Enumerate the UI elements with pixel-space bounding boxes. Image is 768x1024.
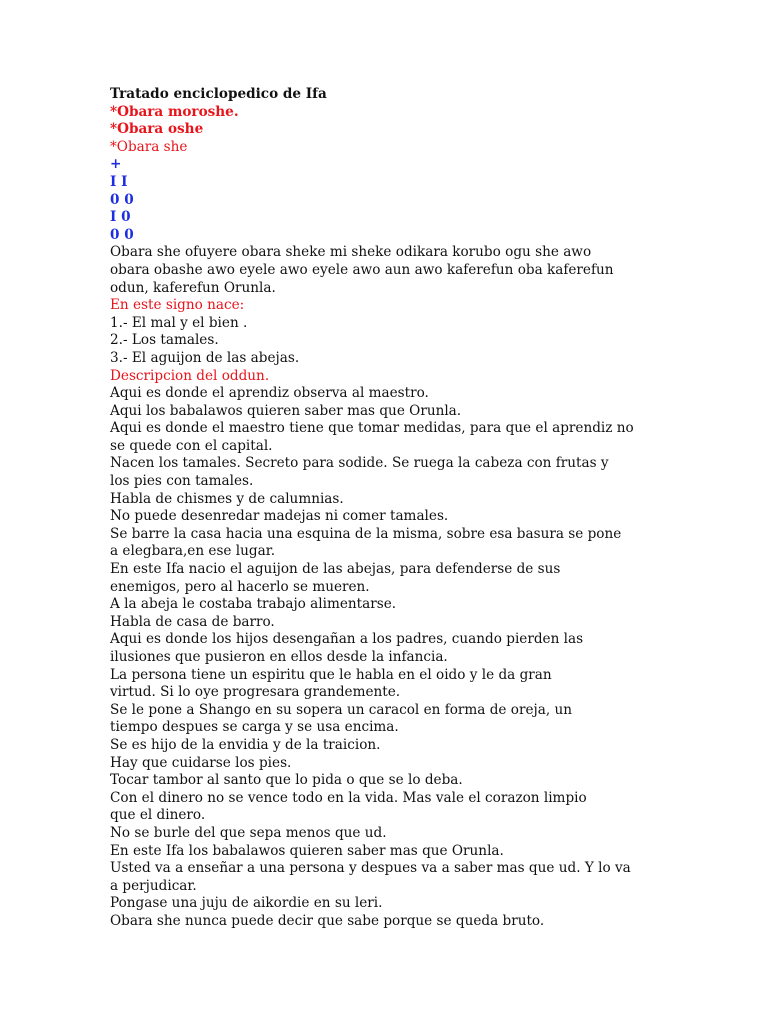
desc-line: se quede con el capital.	[110, 437, 273, 454]
signo-mark: 0 0	[110, 191, 134, 208]
signo-mark: I I	[110, 173, 128, 190]
desc-line: Hay que cuidarse los pies.	[110, 754, 292, 771]
oddun-name: *Obara she	[110, 138, 188, 155]
desc-line: tiempo despues se carga y se usa encima.	[110, 719, 399, 736]
desc-line: que el dinero.	[110, 807, 206, 824]
desc-line: Se es hijo de la envidia y de la traicion.	[110, 736, 381, 753]
nace-item: 3.- El aguijon de las abejas.	[110, 349, 300, 366]
desc-line: a perjudicar.	[110, 877, 197, 894]
signo-mark: +	[110, 156, 122, 173]
desc-line: enemigos, pero al hacerlo se mueren.	[110, 578, 370, 595]
oddun-name: *Obara moroshe.	[110, 103, 239, 120]
desc-line: a elegbara,en ese lugar.	[110, 543, 276, 560]
document-title: Tratado enciclopedico de Ifa	[110, 86, 327, 102]
desc-line: Se barre la casa hacia una esquina de la misma, sobre esa basura se pone	[110, 525, 622, 542]
desc-line: ilusiones que pusieron en ellos desde la infancia.	[110, 649, 448, 665]
section-heading-nace: En este signo nace:	[110, 297, 245, 314]
desc-line: En este Ifa nacio el aguijon de las abejas, para defenderse de sus	[110, 561, 561, 578]
nace-item: 1.- El mal y el bien .	[110, 314, 248, 331]
desc-line: Pongase una juju de aikordie en su leri.	[110, 895, 383, 912]
desc-line: No puede desenredar madejas ni comer tamales.	[110, 508, 449, 525]
desc-line: En este Ifa los babalawos quieren saber mas que Orunla.	[110, 842, 504, 859]
desc-line: Se le pone a Shango en su sopera un caracol en forma de oreja, un	[110, 701, 572, 718]
desc-line: No se burle del que sepa menos que ud.	[110, 824, 387, 841]
signo-mark: I 0	[110, 209, 131, 226]
document-body	[110, 86, 650, 931]
desc-line: Aqui los babalawos quieren saber mas que Orunla.	[110, 402, 462, 419]
desc-line: Nacen los tamales. Secreto para sodide. Se ruega la cabeza con frutas y	[110, 455, 609, 472]
intro-line: Obara she ofuyere obara sheke mi sheke odikara korubo ogu she awo	[110, 244, 592, 261]
desc-line: virtud. Si lo oye progresara grandemente.	[110, 684, 401, 701]
desc-line: La persona tiene un espiritu que le habla en el oido y le da gran	[110, 666, 552, 683]
desc-line: Habla de chismes y de calumnias.	[110, 490, 344, 507]
nace-item: 2.- Los tamales.	[110, 332, 219, 349]
desc-line: Tocar tambor al santo que lo pida o que se lo deba.	[110, 772, 463, 789]
desc-line: A la abeja le costaba trabajo alimentarse.	[110, 596, 397, 613]
desc-line: Obara she nunca puede decir que sabe porque se queda bruto.	[110, 912, 545, 929]
oddun-name: *Obara oshe	[110, 121, 204, 138]
desc-line: Aqui es donde el aprendiz observa al maestro.	[110, 385, 429, 402]
signo-mark: 0 0	[110, 226, 134, 243]
desc-line: Aqui es donde el maestro tiene que tomar medidas, para que el aprendiz no	[110, 420, 634, 437]
intro-line: obara obashe awo eyele awo eyele awo aun awo kaferefun oba kaferefun	[110, 261, 614, 278]
desc-line: Habla de casa de barro.	[110, 613, 275, 630]
desc-line: los pies con tamales.	[110, 473, 254, 490]
section-heading-descripcion: Descripcion del oddun.	[110, 367, 270, 384]
intro-line: odun, kaferefun Orunla.	[110, 279, 276, 296]
desc-line: Usted va a enseñar a una persona y despues va a saber mas que ud. Y lo va	[110, 860, 631, 877]
desc-line: Aqui es donde los hijos desengañan a los padres, cuando pierden las	[110, 631, 584, 648]
desc-line: Con el dinero no se vence todo en la vida. Mas vale el corazon limpio	[110, 789, 587, 806]
